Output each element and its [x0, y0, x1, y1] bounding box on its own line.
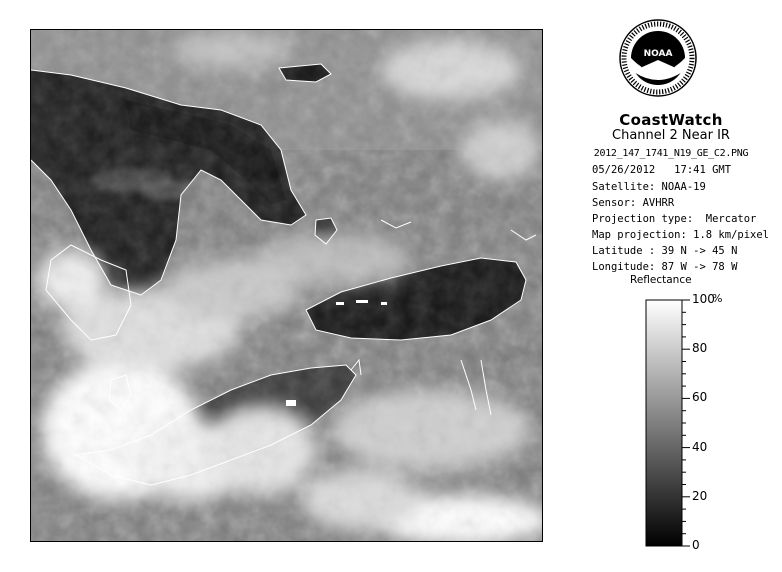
tick-label: 100 [692, 292, 715, 306]
brand-title: CoastWatch [619, 111, 723, 129]
legend-title: Reflectance [630, 274, 692, 286]
sensor-info: Sensor: AVHRR [592, 197, 675, 209]
info-panel [560, 0, 782, 572]
color-scale-svg [630, 295, 710, 555]
latitude-range: Latitude : 39 N -> 45 N [592, 245, 738, 257]
color-scale-legend [630, 295, 710, 559]
tick-label: 40 [692, 439, 708, 454]
legend-unit: % [712, 292, 723, 305]
scale-ticks [682, 300, 690, 546]
tick-label: 0 [692, 538, 700, 552]
noaa-seal-icon [618, 18, 698, 98]
map-projection: Map projection: 1.8 km/pixel [592, 229, 770, 241]
noaa-logo-text: NOAA [643, 49, 673, 59]
satellite-image [30, 29, 543, 542]
projection-type: Projection type: Mercator [592, 213, 757, 225]
tick-label: 60 [692, 390, 708, 405]
tick-label: 80 [692, 341, 708, 356]
satellite-map-svg [31, 30, 542, 541]
color-scale-bar [646, 300, 682, 546]
date-time: 05/26/2012 17:41 GMT [592, 164, 732, 176]
file-name: 2012_147_1741_N19_GE_C2.PNG [593, 148, 749, 159]
tick-label: 20 [692, 488, 708, 503]
product-name: Channel 2 Near IR [612, 128, 730, 143]
satellite-info: Satellite: NOAA-19 [592, 181, 706, 193]
longitude-range: Longitude: 87 W -> 78 W [592, 261, 738, 273]
